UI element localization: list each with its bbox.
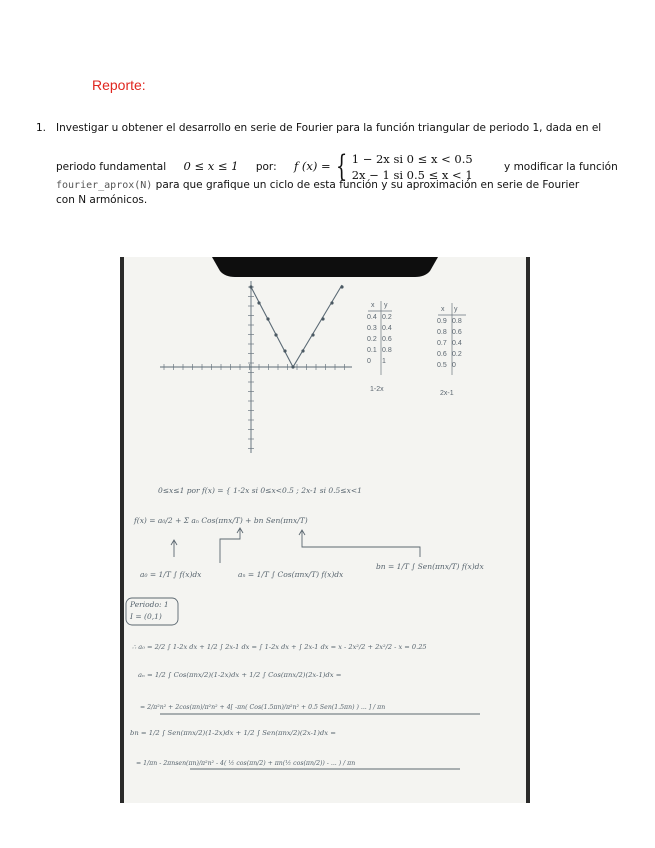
graph-point: [330, 301, 333, 304]
photo-canvas: [120, 257, 530, 803]
graph-point: [340, 285, 343, 288]
table-cell: 0.6: [382, 336, 392, 343]
question-line-4: con N armónicos.: [56, 194, 148, 206]
table-cell: 0.6: [437, 351, 447, 358]
function-code: fourier_aprox(N): [56, 180, 153, 191]
report-title: Reporte:: [92, 77, 146, 93]
table-cell: 0.6: [452, 329, 462, 336]
line2-text-b: por:: [255, 161, 277, 173]
interval-expression: 0 ≤ x ≤ 1: [183, 159, 239, 173]
table2-caption: 2x-1: [440, 390, 454, 397]
coef-bn: bn = 1/T ∫ Sen(πnx/T) f(x)dx: [376, 562, 484, 571]
line2-text-c: y modificar la función: [504, 161, 618, 173]
paper-sheet: [122, 257, 526, 803]
table-cell: 0.4: [382, 325, 392, 332]
graph-point: [257, 301, 260, 304]
table-cell: 0.4: [367, 314, 377, 321]
eq-bn: bn = 1/2 ∫ Sen(πnx/2)(1-2x)dx + 1/2 ∫ Sen(πnx/2)(2x-1)dx =: [130, 729, 336, 737]
case-2: 2x − 1 si 0.5 ≤ x < 1: [351, 168, 473, 182]
graph-point: [301, 349, 304, 352]
graph-point: [249, 285, 252, 288]
box-interval: I = (0,1): [130, 612, 162, 621]
series-line: f(x) = a₀/2 + Σ aₙ Cos(πnx/T) + bn Sen(πnx/T): [134, 516, 308, 525]
box-period: Periodo: 1: [130, 600, 169, 609]
graph-point: [291, 365, 294, 368]
table-header: x: [441, 306, 445, 313]
table-cell: 0.8: [452, 318, 462, 325]
eq-an-2: = 2/π²n² + 2cos(πn)/π²n² + 4[ -πn( Cos(1.5πn)/π²n² + 0.5 Sen(1.5πn) ) ... ] / πn: [140, 704, 386, 711]
table1-caption: 1-2x: [370, 386, 384, 393]
graph-point: [321, 317, 324, 320]
table-header: y: [454, 306, 458, 313]
question-line-3: [56, 178, 579, 193]
table-cell: 0.8: [437, 329, 447, 336]
coef-an: aₙ = 1/T ∫ Cos(πnx/T) f(x)dx: [238, 570, 344, 579]
table-cell: 0.5: [437, 362, 447, 369]
line3-text: para que grafique un ciclo de esta función y su aproximación en serie de Fourier: [152, 179, 580, 191]
table-header: y: [384, 302, 388, 309]
table-cell: 0.7: [437, 340, 447, 347]
handwritten-photo: [120, 257, 530, 803]
table-cell: 0.2: [452, 351, 462, 358]
eq-a0: ∴ a₀ = 2/2 ∫ 1-2x dx + 1/2 ∫ 2x-1 dx = ∫ 1-2x dx + ∫ 2x-1 dx = x - 2x²/2 + 2x²/2 - x = 0.25: [132, 643, 427, 651]
domain-line: 0≤x≤1 por f(x) = { 1-2x si 0≤x<0.5 ; 2x-1 si 0.5≤x<1: [158, 486, 362, 495]
table-cell: 0.1: [367, 347, 377, 354]
table-cell: 0: [367, 358, 371, 365]
graph-point: [266, 317, 269, 320]
clipboard-clip: [212, 257, 438, 277]
eq-bn-2: = 1/πn - 2πnsen(πn)/π²n² - 4( ½ cos(πn/2) + πn(½ cos(πn/2)) - ... ) / πn: [136, 760, 356, 767]
eq-an: aₙ = 1/2 ∫ Cos(πnx/2)(1-2x)dx + 1/2 ∫ Cos(πnx/2)(2x-1)dx =: [138, 671, 342, 679]
table-cell: 0.9: [437, 318, 447, 325]
table-cell: 1: [382, 358, 386, 365]
table-cell: 0.3: [367, 325, 377, 332]
table-header: x: [371, 302, 375, 309]
line2-text-a: periodo fundamental: [56, 161, 167, 173]
table-cell: 0.8: [382, 347, 392, 354]
graph-point: [311, 333, 314, 336]
case-1: 1 − 2x si 0 ≤ x < 0.5: [351, 152, 473, 166]
table-cell: 0.2: [367, 336, 377, 343]
graph-point: [283, 349, 286, 352]
coef-a0: a₀ = 1/T ∫ f(x)dx: [140, 570, 202, 579]
question-line-1: Investigar u obtener el desarrollo en serie de Fourier para la función triangular de periodo 1, dada en el: [56, 122, 602, 134]
graph-point: [274, 333, 277, 336]
item-number: 1.: [36, 122, 47, 134]
table-cell: 0.4: [452, 340, 462, 347]
function-label: f (x) =: [293, 159, 331, 173]
brace-glyph: {: [335, 149, 347, 184]
table-cell: 0: [452, 362, 456, 369]
table-cell: 0.2: [382, 314, 392, 321]
